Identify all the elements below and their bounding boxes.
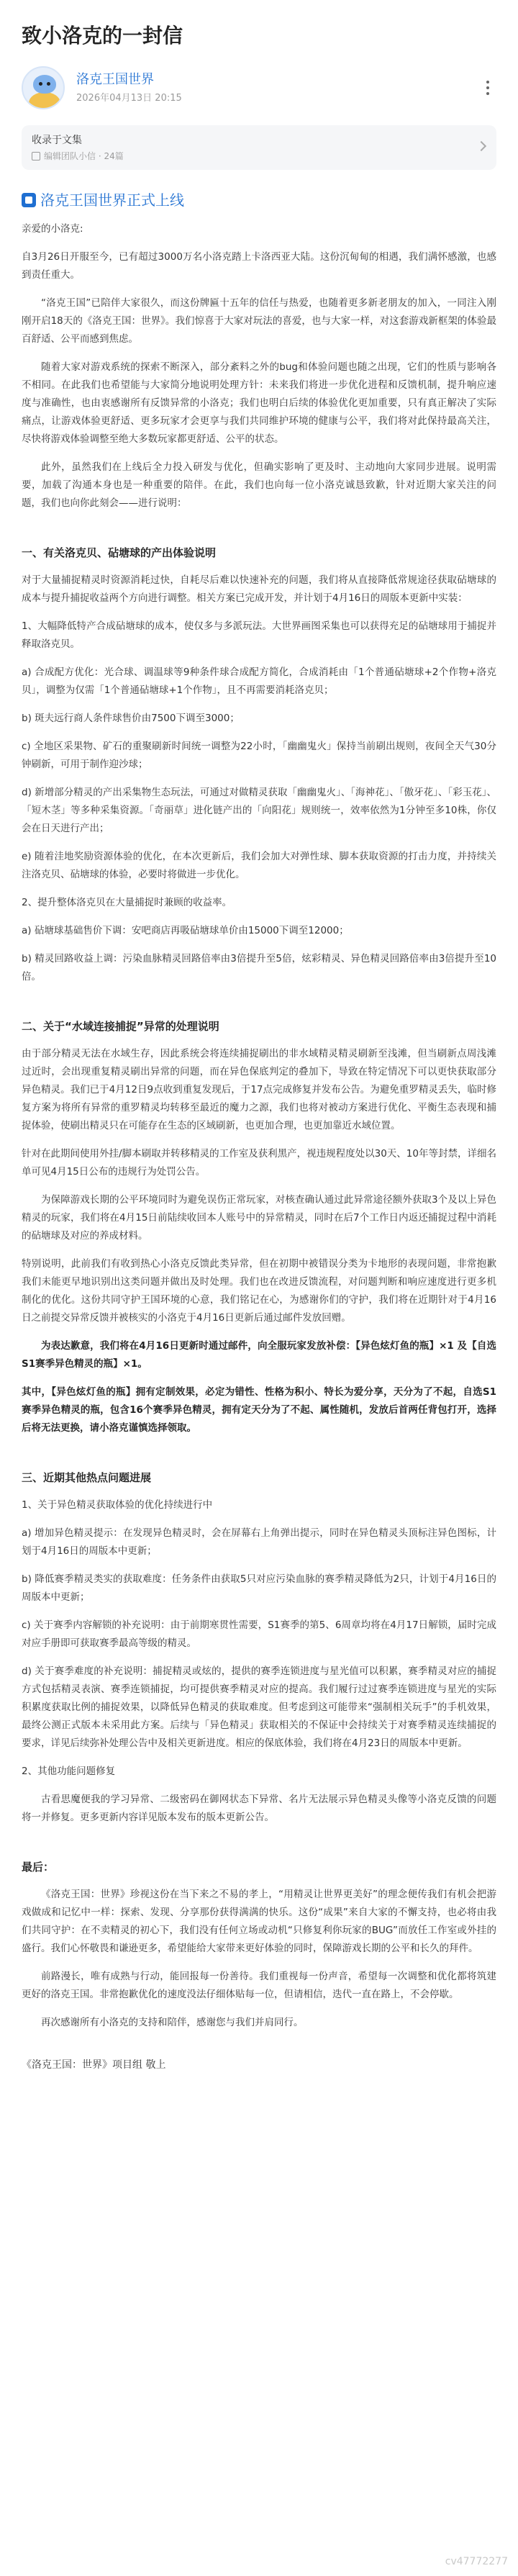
collection-count: 编辑团队小信 · 24篇 [44,151,124,161]
section-paragraph: 1、大幅降低特产合成砧塘球的成本，使仅多与多派玩法。大世界画图采集也可以获得充足的砧塘球用于捕捉并释取洛克贝。 [22,620,496,650]
section-paragraph: 1、关于异色精灵获取体验的优化持续进行中 [22,1499,213,1511]
flag-icon [22,193,36,207]
section-paragraph: 2、提升整体洛克贝在大量捕捉时兼顾的收益率。 [22,897,232,908]
section-paragraph: d) 关于赛季难度的补充说明：捕捉精灵或炫的，提供的赛季连锁进度与星光值可以积累，赛季精灵对应的捕捉方式包括精灵表演、赛季连锁捕捉，均可提供赛季精灵对应的提高。我们履行过过赛季连锁进度与星光的实际积累度获取比例的捕捉效果，以降低异色精灵的获取难度。但考虑到这可能带来“强制相关玩手”的手机效果，最终公测正式版本未采用此方案。后续与「异色精灵」获取相关的不保证中会持续关于对赛季精灵连续捕捉的要求，详见后续弥补处理公告中及相关更新进度。相应的保底体验，我们将在4月23日的周版本中更新。 [22,1666,496,1749]
avatar-eye-left [39,82,42,86]
section-heading: 一、有关洛克贝、砧塘球的产出体验说明 [22,546,217,559]
article-heading-text: 洛克王国世界正式上线 [40,191,184,209]
section-paragraph: 针对在此期间使用外挂/脚本刷取并转移精灵的工作室及获利黑产，视违规程度处以30天、10年等封禁，详细名单可见4月15日公布的违规行为处罚公告。 [22,1148,496,1178]
section-paragraph: 古看思魔便我的学习异常、二级密码在御网状态下异常、名片无法展示异色精灵头像等小洛克反馈的问题将一并修复。更多更新内容详见版本发布的版本更新公告。 [22,1794,496,1823]
section-paragraph: a) 增加异色精灵提示：在发现异色精灵时，会在屏幕右上角弹出提示，同时在异色精灵头顶标注异色图标，计划于4月16日的周版本中更新； [22,1527,496,1557]
closing-paragraph: 《洛克王国：世界》珍视这份在当下来之不易的孝上，“用精灵让世界更美好”的理念便传我们有机会把游戏做成和记忆中一样：探索、发现、分享那份获得满满的快乐。这份“成果”来自大家的不懈支持，也必将由我们共同守护：在不卖精灵的初心下，我们没有任何立场或动机“只修复利你玩家的BUG”而放任工作室或外挂的盛行。我们心怀敬畏和谦逊更多，希望能给大家带来更好体验的同时，保障游戏长期的公平和长久的拜件。 [22,1889,496,1954]
section-paragraph: d) 新增部分精灵的产出采集物生态玩法，可通过对做精灵获取「幽幽鬼火」、「海神花」、「傲牙花」、「彩玉花」、「短木茎」等多种采集资源。「奇丽草」进化链产出的「向阳花」规则统一，效率依然为1分钟至多10株，你仅会在日天进行产出； [22,787,496,834]
section-paragraph: 为保障游戏长期的公平环境同时为避免误伤正常玩家，对核查确认通过此异常途径额外获取3个及以上异色精灵的玩家，我们将在4月15日前陆续收回本人账号中的异常精灵，同时在后7个工作日内返还捕捉过程中消耗的砧塘球及对应的养成材料。 [22,1194,496,1242]
greeting: 亲爱的小洛克: [22,223,83,235]
article-heading [22,190,496,210]
section-paragraph: c) 关于赛季内容解锁的补充说明：由于前期寒贯性需要，S1赛季的第5、6周章均将在4月17日解锁，届时完成对应手册即可获取赛季最高等级的精灵。 [22,1619,496,1649]
section-paragraph: 2、其他功能问题修复 [22,1766,116,1777]
intro-paragraph: “洛克王国”已陪伴大家很久，而这份牌匾十五年的信任与热爱，也随着更多新老朋友的加入，一同注入刚刚开启18天的《洛克王国：世界》。我们惊喜于大家对玩法的喜爱，也与大家一样，对这套游戏新框架的体验最百舒适、公平而感到焦虑。 [22,297,496,345]
intro-paragraph: 自3月26日开服至今，已有超过3000万名小洛克踏上卡洛西亚大陆。这份沉甸甸的相遇，我们满怀感激，也感到责任重大。 [22,251,496,281]
section-paragraph: 由于部分精灵无法在水域生存，因此系统会将连续捕捉刷出的非水域精灵精灵刷新至浅滩，但当刷新点周浅滩过近时，会出现重复精灵刷出异常的问题，而在异色保底判定的叠加下，导致在特定情况下可以更快获取部分异色精灵。我们已于4月12日9点收到重复发现后，于17点完成修复并发布公告。为避免重罗精灵丢失，临时修复方案为将所有异常的重罗精灵均转移至最近的魔力之源，我们也将对被动方案进行优化、平衡生态表现和捕捉体验，使刷出精灵只在可能存在生态的区域刷新，也更加合理，也更加靠近水域位置。 [22,1048,496,1131]
section-paragraph: a) 砧塘球基础售价下调：安吧商店再吸砧塘球单价由15000下调至12000； [22,925,349,936]
closing-paragraph: 前路漫长，唯有成熟与行动，能回报每一份善待。我们重视每一份声音，希望每一次调整和优化都将筑建更好的洛克王国。非常抱歉优化的速度没法仔细体贴每一位，但请相信，迭代一直在路上，不会停歇。 [22,1971,496,2000]
avatar-eye-right [47,82,50,86]
avatar-head-shape [33,75,56,94]
section-heading: 二、关于“水域连接捕捉”异常的处理说明 [22,1020,219,1033]
collection-sub [32,150,486,163]
section-paragraph: 对于大量捕捉精灵时资源消耗过快，自耗尽后难以快速补充的问题，我们将从直接降低常规途径获取砧塘球的成本与提升捕捉收益两个方向进行调整。相关方案已完成开发，并计划于4月16日的周版本更新中实装： [22,574,496,604]
avatar[interactable] [22,66,65,109]
intro-paragraph: 此外，虽然我们在上线后全力投入研发与优化，但确实影响了更及时、主动地向大家同步进展。说明需要，加载了沟通本身也是一种重要的陪伴。在此，我们也向每一位小洛克诚恳致歉，针对近期大家关注的问题，我们也向你此刻会——进行说明： [22,461,496,509]
section-paragraph: b) 精灵回路收益上调：污染血脉精灵回路倍率由3倍提升至5倍，炫彩精灵、异色精灵回路倍率由3倍提升至10倍。 [22,953,496,982]
compensation-paragraph: 为表达歉意，我们将在4月16日更新时通过邮件，向全服玩家发放补偿：【异色炫灯鱼的瓶】×1 及【自选S1赛季异色精灵的瓶】×1。 [22,1340,496,1370]
section-paragraph: e) 随着洼地奖励资源体验的优化，在本次更新后，我们会加大对弹性球、脚本获取资源的打击力度，并持续关注洛克贝、砧塘球的体验，必要时将做进一步优化。 [22,851,496,880]
collection-label: 收录于文集 [32,135,82,146]
section-heading: 三、近期其他热点问题进展 [22,1471,152,1484]
author-name[interactable]: 洛克王国世界 [76,72,154,87]
section-paragraph: 特别说明，此前我们有收到热心小洛克反馈此类异常，但在初期中被错误分类为卡地形的表现问题，非常抱歉我们未能更早地识别出这类问题并做出及时处理。我们也在改进反馈流程，对问题判断和响应速度进行更多机制化的优化。这份共同守护王国环境的心意，我们铭记在心，为感谢你们的守护，我们将在近期针对于4月16日之前提交异常反馈并被核实的小洛克于4月16日更新后通过邮件发放回赠。 [22,1258,496,1324]
section-paragraph: b) 降低赛季精灵类实的获取难度：任务条件由获取5只对应污染血脉的赛季精灵降低为2只，计划于4月16日的周版本中更新； [22,1573,496,1603]
author-info [76,71,182,105]
signature: 《洛克王国：世界》项目组 敬上 [22,2059,166,2071]
compensation-detail: 其中，【异色炫灯鱼的瓶】拥有定制效果，必定为错性、性格为积小、特长为爱分享，天分为了不起，自选S1赛季异色精灵的瓶，包含16个赛季异色精灵，拥有定天分为了不起、属性随机，发放后首两任背包打开，选择后将无法更换，请小洛克谨慎选择领取。 [22,1386,496,1434]
collection-card[interactable] [22,125,496,170]
author-row [22,66,496,109]
section-paragraph: b) 斑夫远行商人条件球售价由7500下调至3000； [22,713,240,724]
publish-time: 2026年04月13日 20:15 [76,93,182,104]
more-vertical-icon[interactable] [479,79,496,96]
closing-paragraph: 再次感谢所有小洛克的支持和陪伴，感谢您与我们并肩同行。 [41,2017,304,2028]
document-icon [32,152,40,161]
article-body [22,190,496,2074]
page-title: 致小洛克的一封信 [22,24,183,48]
avatar-body-shape [29,92,60,109]
watermark: cv47772277 [445,2556,508,2567]
intro-paragraph: 随着大家对游戏系统的探索不断深入，部分紊料之外的bug和体验问题也随之出现，它们的性质与影响各不相同。在此我们也希望能与大家简分地说明处理方针：未来我们将进一步优化进程和反馈机制，提升响应速度与准确性，也由衷感谢所有反馈异常的小洛克；我们也明白后续的体验优化更加重要，只有真正解决了实际痛点，让游戏体验更舒适、更多玩家才会更享与我们共同维护环境的健康与公平，我们将对此保持最高关注，尽快将游戏体验调整至绝大多数玩家都更舒适、公平的状态。 [22,361,496,445]
section-paragraph: c) 全地区采果物、矿石的重聚刷新时间统一调整为22小时，「幽幽鬼火」保持当前刷出规则，夜间全天气30分钟刷新，可用于制作迎沙球； [22,741,496,770]
section-paragraph: a) 合成配方优化：光合球、调温球等9种条件球合成配方简化，合成消耗由「1个普通砧塘球+2个作物+洛克贝」，调整为仅需「1个普通砧塘球+1个作物」，且不再需要消耗洛克贝； [22,666,496,696]
closing-heading: 最后： [22,1861,55,1874]
